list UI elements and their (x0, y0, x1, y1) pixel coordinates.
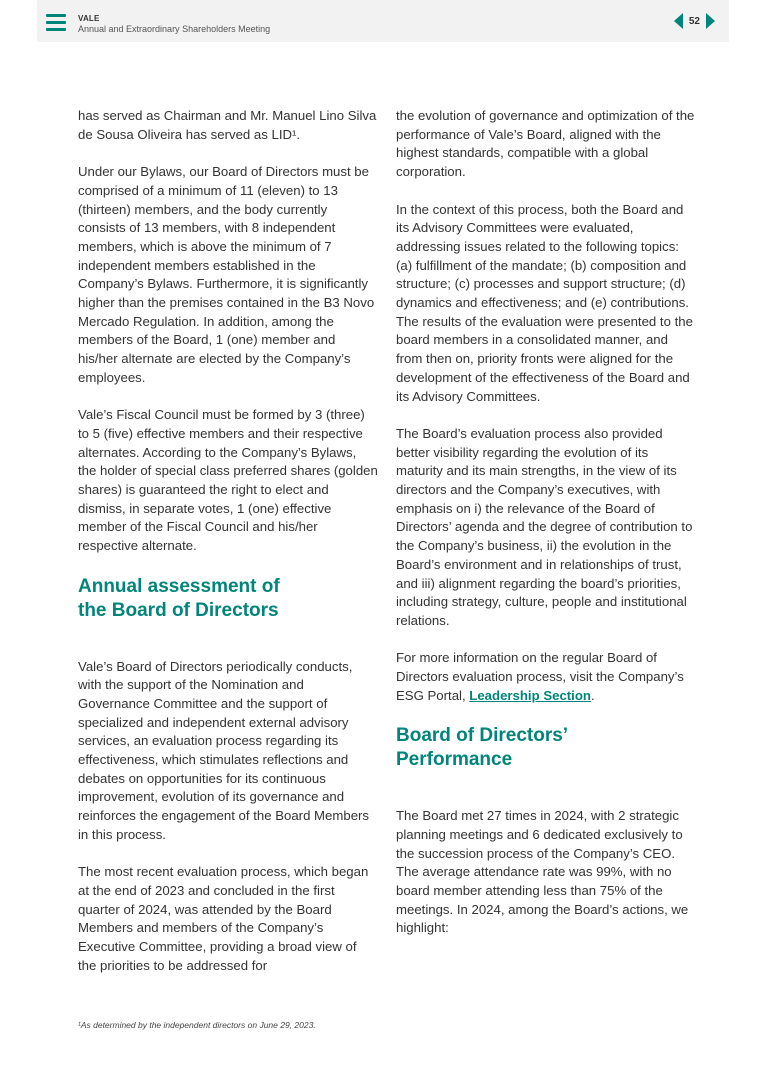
left-column (78, 107, 378, 994)
paragraph: the evolution of governance and optimization of the performance of Vale’s Board, aligned with the highest standards, compatible with a global corporation. (396, 108, 695, 180)
section-heading-annual-assessment: Annual assessment of the Board of Directors (78, 575, 280, 621)
next-page-icon[interactable] (706, 13, 715, 29)
document-subtitle: Annual and Extraordinary Shareholders Meeting (78, 24, 271, 34)
paragraph: In the context of this process, both the Board and its Advisory Committees were evaluated, addressing issues related to the following topics: (a) fulfillment of the mandate; (b) composition and structure; (c) processes and support structure; (d) dynamics and effectiveness; and (e) contributions. The results of the evaluation were presented to the board members in a consolidated manner, and from then on, priority fronts were aligned for the development of the effectiveness of the Board and its Advisory Committees. (396, 201, 693, 404)
paragraph: The Board’s evaluation process also provided better visibility regarding the evolution of its maturity and its main strengths, in the view of its directors and the Company’s executives, with emphasis on i) the relevance of the Board of Directors’ agenda and the degree of contribution to the Company’s business, ii) the evolution in the Board’s environment and in relationships of trust, and iii) alignment regarding the board’s priorities, including strategy, culture, people and institutional relations. (396, 425, 693, 628)
leadership-section-link[interactable]: Leadership Section (469, 687, 591, 703)
paragraph: Vale’s Board of Directors periodically conducts, with the support of the Nomination and Governance Committee and the support of specialized and independent external advisory services, an evaluation process regarding its effectiveness, which stimulates reflections and debates on opportunities for its continuous improvement, evolution of its governance and reinforces the engagement of the Board Members in this process. (78, 658, 370, 842)
menu-icon[interactable] (46, 14, 66, 31)
section-heading-board-performance: Board of Directors’ Performance (396, 725, 569, 771)
page-number: 52 (688, 15, 700, 27)
paragraph: The Board met 27 times in 2024, with 2 strategic planning meetings and 6 dedicated exclusively to the succession process of the Company’s CEO. The average attendance rate was 99%, with no board member attending less than 75% of the meetings. In 2024, among the Board’s actions, we highlight: (396, 808, 689, 936)
previous-page-icon[interactable] (674, 13, 683, 29)
paragraph: The most recent evaluation process, which began at the end of 2023 and concluded in the first quarter of 2024, was attended by the Board Members and members of the Company’s Executive Committee, providing a broad view of the priorities to be addressed for (78, 864, 369, 973)
page-navigator (674, 13, 715, 29)
right-column (396, 107, 696, 957)
paragraph: Under our Bylaws, our Board of Directors must be comprised of a minimum of 11 (eleven) to 13 (thirteen) members, and the body currently consists of 13 members, with 8 independent members, which is above the minimum of 7 independent members established in the Company’s Bylaws. Furthermore, it is significantly higher than the premises contained in the B3 Novo Mercado Regulation. In addition, among the members of the Board, 1 (one) member and his/her alternate are elected by the Company’s employees. (78, 164, 375, 385)
header-bar (37, 0, 729, 42)
paragraph-with-link: For more information on the regular Board of Directors evaluation process, visit the Company’s ESG Portal, Leadership Section. (396, 650, 684, 703)
footnote: ¹As determined by the independent directors on June 29, 2023. (78, 1020, 316, 1030)
paragraph: has served as Chairman and Mr. Manuel Lino Silva de Sousa Oliveira has served as LID¹. (78, 108, 377, 142)
paragraph: Vale’s Fiscal Council must be formed by 3 (three) to 5 (five) effective members and their respective alternates. According to the Company’s Bylaws, the holder of special class preferred shares (golden shares) is guaranteed the right to elect and dismiss, in separate votes, 1 (one) effective member of the Fiscal Council and his/her respective alternate. (78, 407, 378, 554)
brand-name: VALE (78, 14, 100, 23)
